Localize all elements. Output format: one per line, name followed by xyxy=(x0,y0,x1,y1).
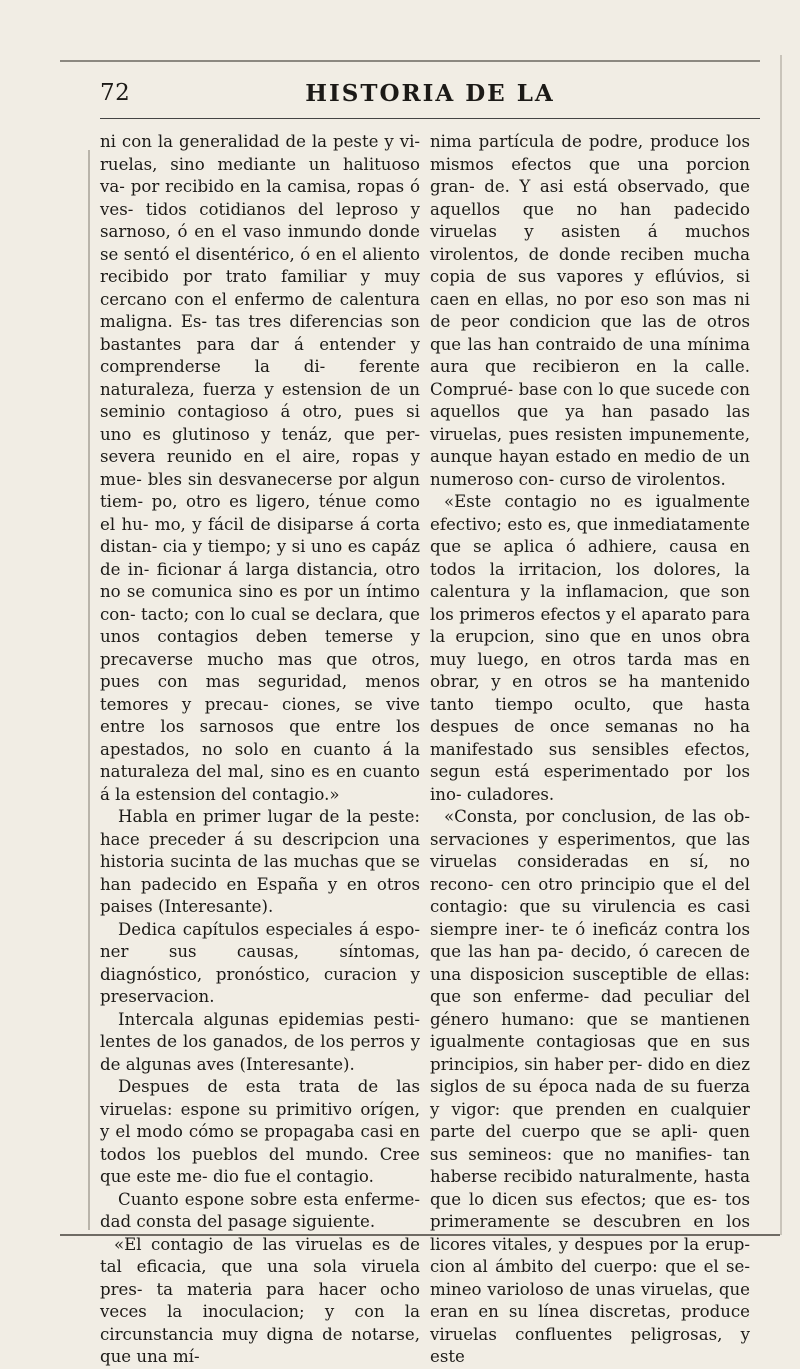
paragraph: «El contagio de las viruelas es de tal eficacia, que una sola viruela pres- ta materia para hacer ocho veces la inoculacion; y con la circunstancia muy digna de notarse, que una mí- xyxy=(100,1234,420,1366)
paragraph: Cuanto espone sobre esta enferme- dad consta del pasage siguiente. xyxy=(100,1189,420,1231)
paragraph: ni con la generalidad de la peste y vi- ruelas, sino mediante un halituoso va- por recibido en la camisa, ropas ó ves- tidos cotidianos del leproso y sarnoso, ó en el vaso inmundo donde se sentó el disentérico, ó en el aliento recibido por trato familiar y muy cercano con el enfermo de calentura maligna. Es- tas tres diferencias son bastantes para dar á entender y comprenderse la di- ferente naturaleza, fuerza y estension de un seminio contagioso á otro, pues si uno es glutinoso y tenáz, que per- severa reunido en el aire, ropas y mue- bles sin desvanecerse por algun tiem- po, otro es ligero, ténue como el hu- mo, y fácil de disiparse á corta distan- cia y tiempo; y si uno es capáz de in- ficionar á larga distancia, otro no se comunica sino es por un íntimo con- tacto; con lo cual se declara, que unos contagios deben temerse y precaverse mucho mas que otros, pues con mas seguridad, menos temores y precau- ciones, se vive entre los sarnosos que entre los apestados, no solo en cuanto á la naturaleza del mal, sino es en cuanto á la estension del contagio.» xyxy=(100,132,420,804)
page-edge-right xyxy=(780,55,782,1235)
paragraph: Habla en primer lugar de la peste: hace preceder á su descripcion una historia sucinta de las muchas que se han padecido en España y en otros paises (Interesante). xyxy=(100,807,420,916)
paragraph: «Este contagio no es igualmente efectivo; esto es, que inmediatamente que se aplica ó adhiere, causa en todos la irritacion, los dolores, la calentura y la inflamacion, que son los primeros efectos y el aparato para la erupcion, sino que en unos obra muy luego, en otros tarda mas en obrar, y en otros se ha mantenido tanto tiempo oculto, que hasta despues de once semanas no ha manifestado sus sensibles efectos, segun está esperimentado por los ino- culadores. xyxy=(430,492,750,804)
paragraph: Despues de esta trata de las viruelas: espone su primitivo orígen, y el modo cómo se propagaba casi en todos los pueblos del mundo. Cree que este me- dio fue el contagio. xyxy=(100,1077,420,1186)
page-number: 72 xyxy=(100,80,131,106)
paragraph: Dedica capítulos especiales á espo- ner sus causas, síntomas, diagnóstico, pronóstico, curacion y preservacion. xyxy=(100,919,420,1006)
running-head xyxy=(100,80,760,120)
page-edge-top xyxy=(60,60,760,62)
page-edge-left xyxy=(88,150,90,1230)
paragraph: Intercala algunas epidemias pesti- lentes de los ganados, de los perros y de algunas aves (Interesante). xyxy=(100,1009,420,1074)
header-rule xyxy=(100,118,760,119)
paragraph: «Consta, por conclusion, de las ob- servaciones y esperimentos, que las viruelas consideradas en sí, no recono- cen otro principio que el del contagio: que su virulencia es casi siempre iner- te ó ineficáz contra los que las han pa- decido, ó carecen de una disposicion susceptible de ellas: que son enferme- dad peculiar del género humano: que se mantienen igualmente contagiosas que en sus principios, sin haber per- dido en diez siglos de su época nada de su fuerza y vigor: que prenden en cualquier parte del cuerpo que se apli- quen sus semineos: que no manifies- tan haberse recibido naturalmente, hasta que lo dicen sus efectos; que es- tos primeramente se descubren en los licores vitales, y despues por la erup- cion al ámbito del cuerpo: que el se- mineo varioloso de unas viruelas, que eran en su línea discretas, produce viruelas confluentes peligrosas, y este xyxy=(430,807,750,1366)
right-text-column xyxy=(430,131,750,1366)
left-text-column xyxy=(100,131,420,1366)
book-title: HISTORIA DE LA xyxy=(305,80,555,107)
paragraph: nima partícula de podre, produce los mismos efectos que una porcion gran- de. Y asi está observado, que aquellos que no han padecido viruelas y asisten á muchos virolentos, de donde reciben mucha copia de sus vapores y eflúvios, si caen en ellas, no por eso son mas ni de peor condicion que las de otros que las han contraido de una mínima aura que recibieron en la calle. Comprué- base con lo que sucede con aquellos que ya han pasado las viruelas, pues resisten impunemente, aunque hayan estado en medio de un numeroso con- curso de virolentos. xyxy=(430,132,750,489)
